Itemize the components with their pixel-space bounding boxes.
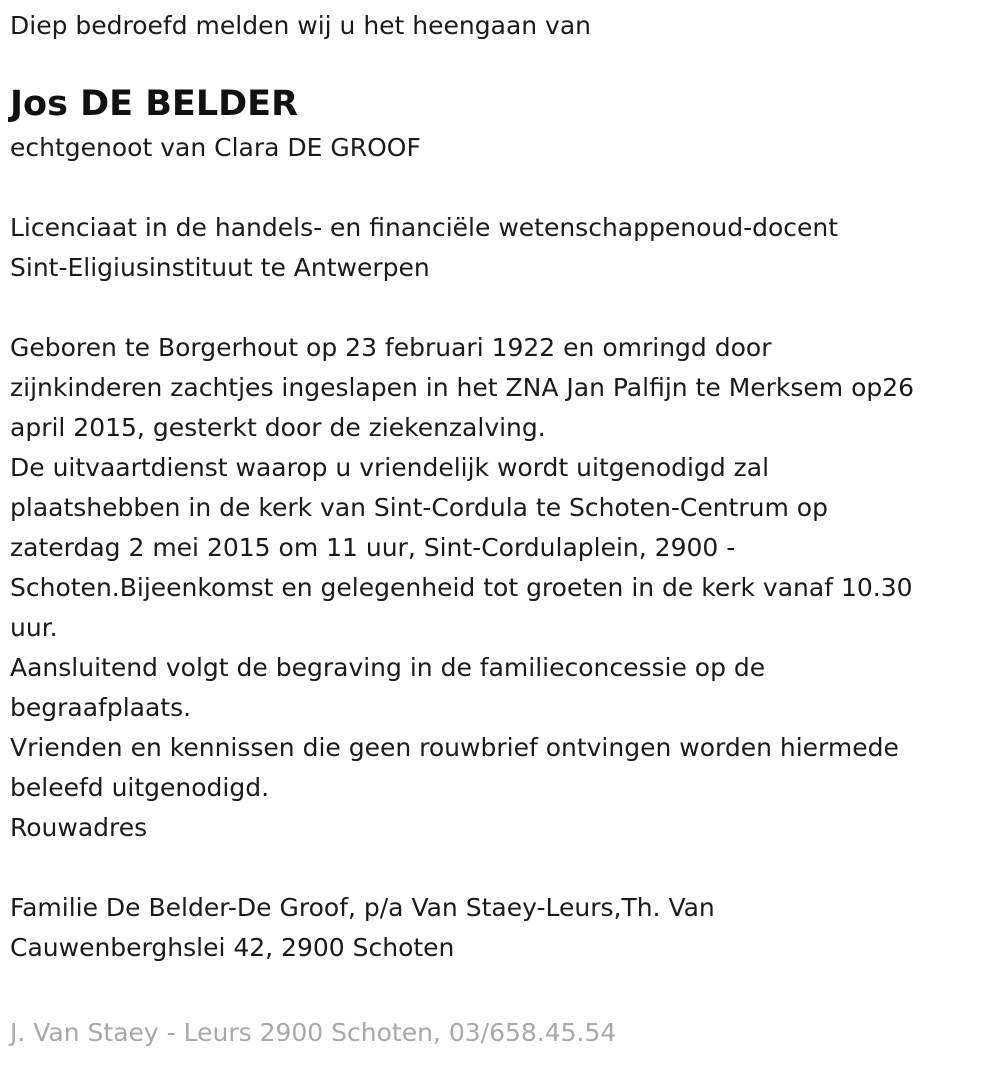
mourning-address-heading: Rouwadres	[10, 813, 148, 842]
body-line: beleefd uitgenodigd.	[10, 773, 270, 802]
spacer	[10, 168, 985, 208]
spacer	[10, 848, 985, 888]
announcement-body	[10, 328, 985, 848]
profession-block	[10, 208, 985, 288]
body-line: Schoten.Bijeenkomst en gelegenheid tot groeten in de kerk vanaf 10.30	[10, 573, 913, 602]
body-line: zaterdag 2 mei 2015 om 11 uur, Sint-Cordulaplein, 2900 -	[10, 533, 736, 562]
body-line: Vrienden en kennissen die geen rouwbrief ontvingen worden hiermede	[10, 733, 899, 762]
body-line: begraafplaats.	[10, 693, 192, 722]
intro-text: Diep bedroefd melden wij u het heengaan van	[10, 11, 592, 40]
body-line: Geboren te Borgerhout op 23 februari 1922 en omringd door	[10, 333, 772, 362]
address-line: Cauwenberghslei 42, 2900 Schoten	[10, 933, 455, 962]
spouse-text: echtgenoot van Clara DE GROOF	[10, 133, 421, 162]
body-line: plaatshebben in de kerk van Sint-Cordula te Schoten-Centrum op	[10, 493, 828, 522]
spacer	[10, 288, 985, 328]
obituary-notice	[10, 6, 985, 968]
body-line: april 2015, gesterkt door de ziekenzalving.	[10, 413, 546, 442]
profession-line: Licenciaat in de handels- en financiële wetenschappenoud-docent	[10, 213, 839, 242]
funeral-home-footer: J. Van Staey - Leurs 2900 Schoten, 03/658.45.54	[10, 1018, 617, 1047]
body-line: Aansluitend volgt de begraving in de familieconcessie op de	[10, 653, 766, 682]
deceased-name: Jos DE BELDER	[10, 84, 299, 124]
profession-line: Sint-Eligiusinstituut te Antwerpen	[10, 253, 430, 282]
address-line: Familie De Belder-De Groof, p/a Van Staey-Leurs,Th. Van	[10, 893, 715, 922]
mourning-address	[10, 888, 985, 968]
body-line: zijnkinderen zachtjes ingeslapen in het ZNA Jan Palfijn te Merksem op26	[10, 373, 915, 402]
body-line: De uitvaartdienst waarop u vriendelijk wordt uitgenodigd zal	[10, 453, 770, 482]
body-line: uur.	[10, 613, 58, 642]
